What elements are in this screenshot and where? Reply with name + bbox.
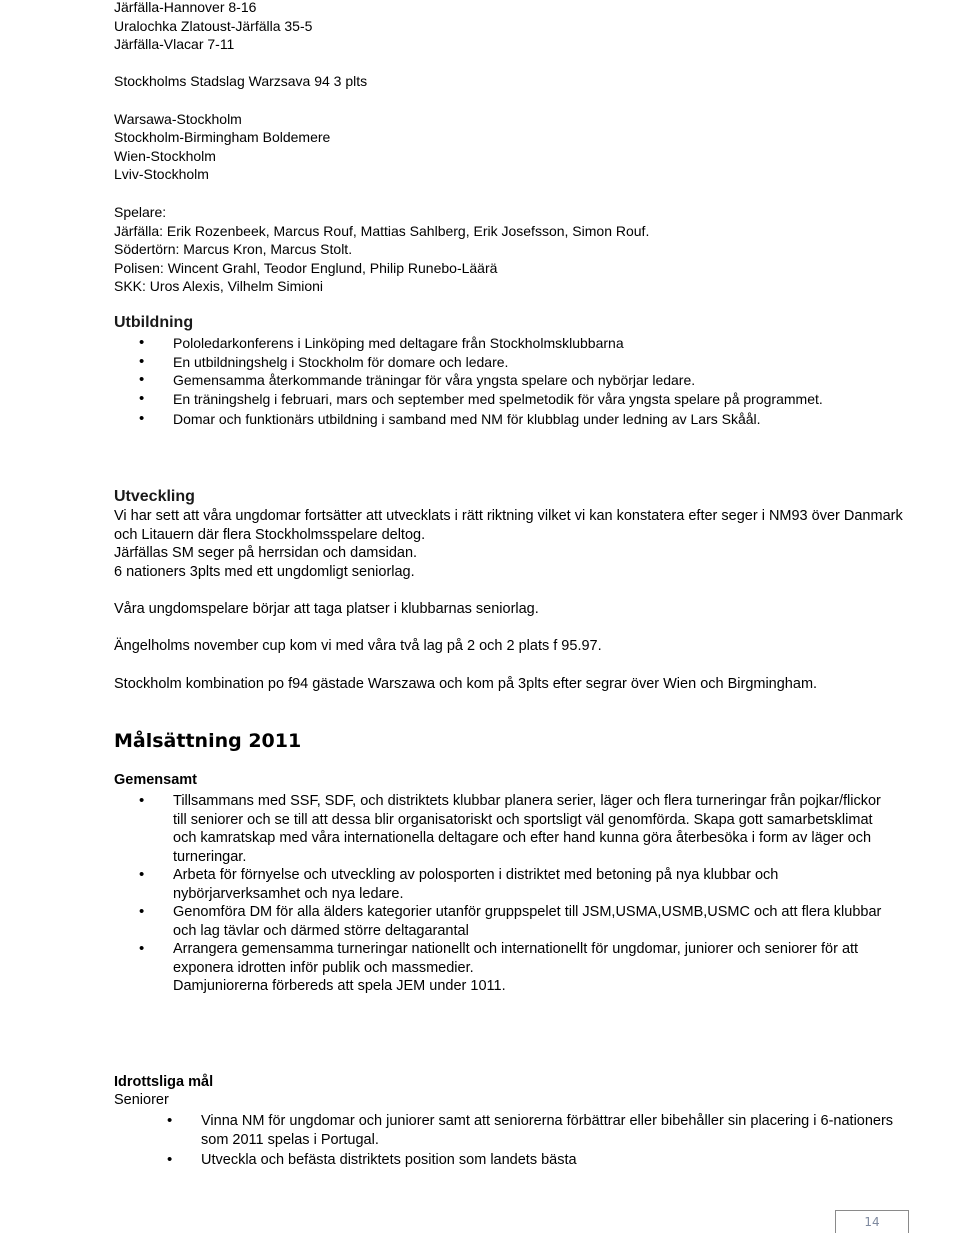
list-item: • Utveckla och befästa distriktets position som landets bästa [201, 1151, 901, 1170]
list-item: • Pololedarkonferens i Linköping med deltagare från Stockholmsklubbarna [173, 334, 873, 353]
utbildning-heading: Utbildning [114, 314, 194, 331]
utveckling-line: Stockholm kombination po f94 gästade Warszawa och kom på 3plts efter segrar över Wien och Birgmingham. [114, 676, 818, 692]
goals-list [173, 792, 883, 996]
list-item: • Genomföra DM för alla älders kategorier utanför gruppspelet till JSM,USMA,USMB,USMC och att flera klubbar och lag tävlar och därmed större deltagarantal [173, 903, 883, 940]
stadslag-line: Stockholms Stadslag Warzsava 94 3 plts [114, 73, 368, 89]
list-item: • En utbildningshelg i Stockholm för domare och ledare. [173, 353, 873, 372]
result-line: Uralochka Zlatoust-Järfälla 35-5 [114, 18, 313, 34]
match-line: Stockholm-Birmingham Boldemere [114, 129, 331, 145]
seniorer-list [201, 1112, 901, 1170]
utveckling-line: Våra ungdomspelare börjar att taga platser i klubbarnas seniorlag. [114, 601, 539, 617]
idrott-heading: Idrottsliga mål [114, 1074, 214, 1090]
utveckling-line: Järfällas SM seger på herrsidan och damsidan. [114, 545, 418, 561]
utbildning-list [173, 334, 873, 428]
list-item: • Domar och funktionärs utbildning i samband med NM för klubblag under ledning av Lars Skåål. [173, 410, 873, 428]
list-item: • Vinna NM för ungdomar och juniorer samt att seniorerna förbättrar eller bibehåller sin placering i 6-nationers som 2011 spelas i Portugal. [201, 1112, 901, 1149]
players-line: SKK: Uros Alexis, Vilhelm Simioni [114, 278, 324, 294]
list-item [173, 940, 883, 996]
players-heading: Spelare: [114, 204, 167, 220]
result-line: Järfälla-Hannover 8-16 [114, 0, 257, 15]
seniorer-heading: Seniorer [114, 1092, 169, 1108]
match-line: Wien-Stockholm [114, 148, 216, 164]
match-line: Lviv-Stockholm [114, 166, 209, 182]
result-line: Järfälla-Vlacar 7-11 [114, 36, 235, 52]
page-number: 14 [835, 1210, 909, 1233]
list-item: • Arbeta för förnyelse och utveckling av polosporten i distriktet med betoning på nya klubbar och nybörjarverksamhet och nya ledare. [173, 866, 883, 903]
list-item: • En träningshelg i februari, mars och september med spelmetodik för våra yngsta spelare på programmet. [173, 390, 843, 408]
players-line: Södertörn: Marcus Kron, Marcus Stolt. [114, 241, 353, 257]
utveckling-line: 6 nationers 3plts med ett ungdomligt seniorlag. [114, 564, 415, 580]
list-item: • Gemensamma återkommande träningar för våra yngsta spelare och nybörjar ledare. [173, 371, 873, 390]
players-line: Polisen: Wincent Grahl, Teodor Englund, Philip Runebo-Läärä [114, 260, 498, 276]
section-title: Målsättning 2011 [114, 730, 302, 752]
list-item-text: Arrangera gemensamma turneringar nationellt och internationellt för ungdomar, juniorer och seniorer för att exponera idrotten inför publik och massmedier. [173, 941, 859, 976]
match-line: Warsawa-Stockholm [114, 111, 242, 127]
list-item: • Tillsammans med SSF, SDF, och distriktets klubbar planera serier, läger och flera turneringar från pojkar/flickor till seniorer och se till att dessa blir organisatoriskt och sportsligt väl genomförda. Skapa gott samarbetsklimat och kamratskap med våra internationella deltagare och efter hand kunna göra återbesöka i form av läger och turneringar. [173, 792, 883, 866]
gemensamt-heading: Gemensamt [114, 772, 198, 788]
players-line: Järfälla: Erik Rozenbeek, Marcus Rouf, Mattias Sahlberg, Erik Josefsson, Simon Rouf. [114, 223, 650, 239]
list-item-extra: Damjuniorerna förbereds att spela JEM under 1011. [173, 978, 506, 994]
utveckling-line: Ängelholms november cup kom vi med våra två lag på 2 och 2 plats f 95.97. [114, 638, 602, 654]
utveckling-paragraph: Vi har sett att våra ungdomar fortsätter att utvecklats i rätt riktning vilket vi kan konstatera efter seger i NM93 över Danmark och Litauern där flera Stockholmsspelare deltog. [114, 508, 903, 543]
utveckling-heading: Utveckling [114, 488, 195, 505]
